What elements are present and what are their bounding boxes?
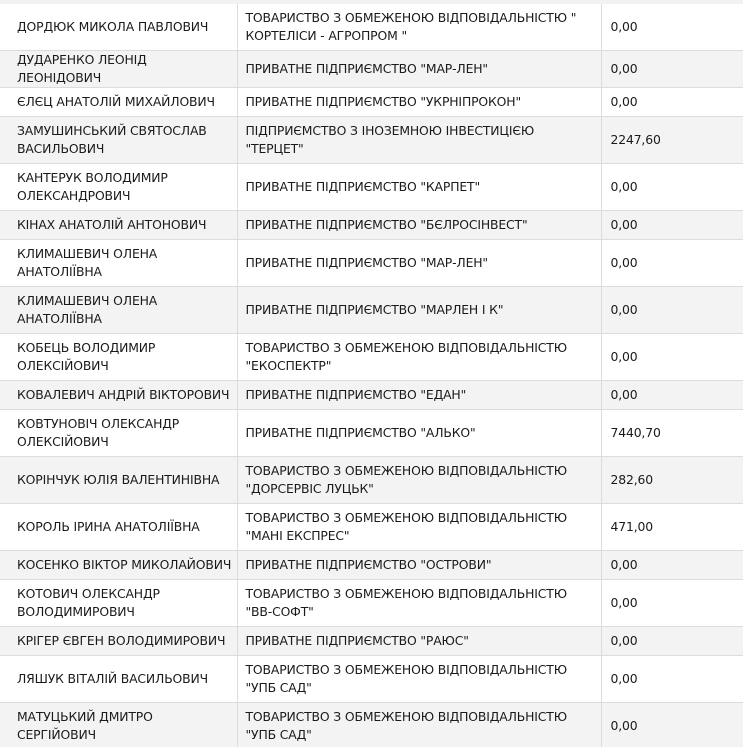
person-name: ЛЯШУК ВІТАЛІЙ ВАСИЛЬОВИЧ (0, 656, 237, 703)
amount: 0,00 (601, 4, 743, 51)
amount: 0,00 (601, 51, 743, 88)
amount: 7440,70 (601, 410, 743, 457)
amount: 0,00 (601, 703, 743, 747)
company-name: ПРИВАТНЕ ПІДПРИЄМСТВО "МАР-ЛЕН" (237, 51, 601, 88)
table-row (0, 287, 743, 334)
amount: 0,00 (601, 656, 743, 703)
person-name: ЄЛЄЦ АНАТОЛІЙ МИХАЙЛОВИЧ (0, 88, 237, 117)
company-name: ПРИВАТНЕ ПІДПРИЄМСТВО "АЛЬКО" (237, 410, 601, 457)
company-name: ТОВАРИСТВО З ОБМЕЖЕНОЮ ВІДПОВІДАЛЬНІСТЮ "УПБ САД" (237, 656, 601, 703)
company-name: ПРИВАТНЕ ПІДПРИЄМСТВО "МАРЛЕН І К" (237, 287, 601, 334)
table-row (0, 504, 743, 551)
person-name: КОВТУНОВІЧ ОЛЕКСАНДР ОЛЕКСІЙОВИЧ (0, 410, 237, 457)
person-name: КОТОВИЧ ОЛЕКСАНДР ВОЛОДИМИРОВИЧ (0, 580, 237, 627)
person-name: КОБЕЦЬ ВОЛОДИМИР ОЛЕКСІЙОВИЧ (0, 334, 237, 381)
table-row (0, 164, 743, 211)
table-row (0, 457, 743, 504)
table-row (0, 551, 743, 580)
person-name: КРІГЕР ЄВГЕН ВОЛОДИМИРОВИЧ (0, 627, 237, 656)
amount: 282,60 (601, 457, 743, 504)
amount: 0,00 (601, 580, 743, 627)
company-name: ПРИВАТНЕ ПІДПРИЄМСТВО "КАРПЕТ" (237, 164, 601, 211)
person-name: ДОРДЮК МИКОЛА ПАВЛОВИЧ (0, 4, 237, 51)
table-row (0, 88, 743, 117)
person-name: КОРОЛЬ ІРИНА АНАТОЛІЇВНА (0, 504, 237, 551)
company-name: ТОВАРИСТВО З ОБМЕЖЕНОЮ ВІДПОВІДАЛЬНІСТЮ "ЕКОСПЕКТР" (237, 334, 601, 381)
company-name: ПІДПРИЄМСТВО З ІНОЗЕМНОЮ ІНВЕСТИЦІЄЮ "ТЕРЦЕТ" (237, 117, 601, 164)
company-name: ПРИВАТНЕ ПІДПРИЄМСТВО "РАЮС" (237, 627, 601, 656)
person-name: ДУДАРЕНКО ЛЕОНІД ЛЕОНІДОВИЧ (0, 51, 237, 88)
amount: 471,00 (601, 504, 743, 551)
amount: 0,00 (601, 240, 743, 287)
person-name: КОСЕНКО ВІКТОР МИКОЛАЙОВИЧ (0, 551, 237, 580)
owners-table (0, 4, 743, 747)
amount: 0,00 (601, 551, 743, 580)
table-row (0, 117, 743, 164)
table-row (0, 656, 743, 703)
person-name: КІНАХ АНАТОЛІЙ АНТОНОВИЧ (0, 211, 237, 240)
company-name: ТОВАРИСТВО З ОБМЕЖЕНОЮ ВІДПОВІДАЛЬНІСТЮ "МАНІ ЕКСПРЕС" (237, 504, 601, 551)
table-row (0, 211, 743, 240)
person-name: КЛИМАШЕВИЧ ОЛЕНА АНАТОЛІЇВНА (0, 240, 237, 287)
person-name: МАТУЦЬКИЙ ДМИТРО СЕРГІЙОВИЧ (0, 703, 237, 747)
amount: 0,00 (601, 287, 743, 334)
amount: 0,00 (601, 211, 743, 240)
company-name: ПРИВАТНЕ ПІДПРИЄМСТВО "ЕДАН" (237, 381, 601, 410)
company-name: ТОВАРИСТВО З ОБМЕЖЕНОЮ ВІДПОВІДАЛЬНІСТЮ "ДОРСЕРВІС ЛУЦЬК" (237, 457, 601, 504)
table-row (0, 4, 743, 51)
table-row (0, 703, 743, 747)
company-name: ТОВАРИСТВО З ОБМЕЖЕНОЮ ВІДПОВІДАЛЬНІСТЮ "УПБ САД" (237, 703, 601, 747)
person-name: ЗАМУШИНСЬКИЙ СВЯТОСЛАВ ВАСИЛЬОВИЧ (0, 117, 237, 164)
person-name: КОВАЛЕВИЧ АНДРІЙ ВІКТОРОВИЧ (0, 381, 237, 410)
amount: 0,00 (601, 627, 743, 656)
table-row (0, 410, 743, 457)
table-row (0, 240, 743, 287)
company-name: ПРИВАТНЕ ПІДПРИЄМСТВО "МАР-ЛЕН" (237, 240, 601, 287)
table-row (0, 51, 743, 88)
person-name: КАНТЕРУК ВОЛОДИМИР ОЛЕКСАНДРОВИЧ (0, 164, 237, 211)
company-name: ТОВАРИСТВО З ОБМЕЖЕНОЮ ВІДПОВІДАЛЬНІСТЮ " КОРТЕЛІСИ - АГРОПРОМ " (237, 4, 601, 51)
company-name: ПРИВАТНЕ ПІДПРИЄМСТВО "БЄЛРОСІНВЕСТ" (237, 211, 601, 240)
table-row (0, 627, 743, 656)
company-name: ПРИВАТНЕ ПІДПРИЄМСТВО "УКРНІПРОКОН" (237, 88, 601, 117)
company-name: ТОВАРИСТВО З ОБМЕЖЕНОЮ ВІДПОВІДАЛЬНІСТЮ "ВВ-СОФТ" (237, 580, 601, 627)
amount: 2247,60 (601, 117, 743, 164)
table-row (0, 334, 743, 381)
amount: 0,00 (601, 88, 743, 117)
person-name: КОРІНЧУК ЮЛІЯ ВАЛЕНТИНІВНА (0, 457, 237, 504)
amount: 0,00 (601, 334, 743, 381)
table-row (0, 580, 743, 627)
table-row (0, 381, 743, 410)
amount: 0,00 (601, 164, 743, 211)
company-name: ПРИВАТНЕ ПІДПРИЄМСТВО "ОСТРОВИ" (237, 551, 601, 580)
amount: 0,00 (601, 381, 743, 410)
person-name: КЛИМАШЕВИЧ ОЛЕНА АНАТОЛІЇВНА (0, 287, 237, 334)
